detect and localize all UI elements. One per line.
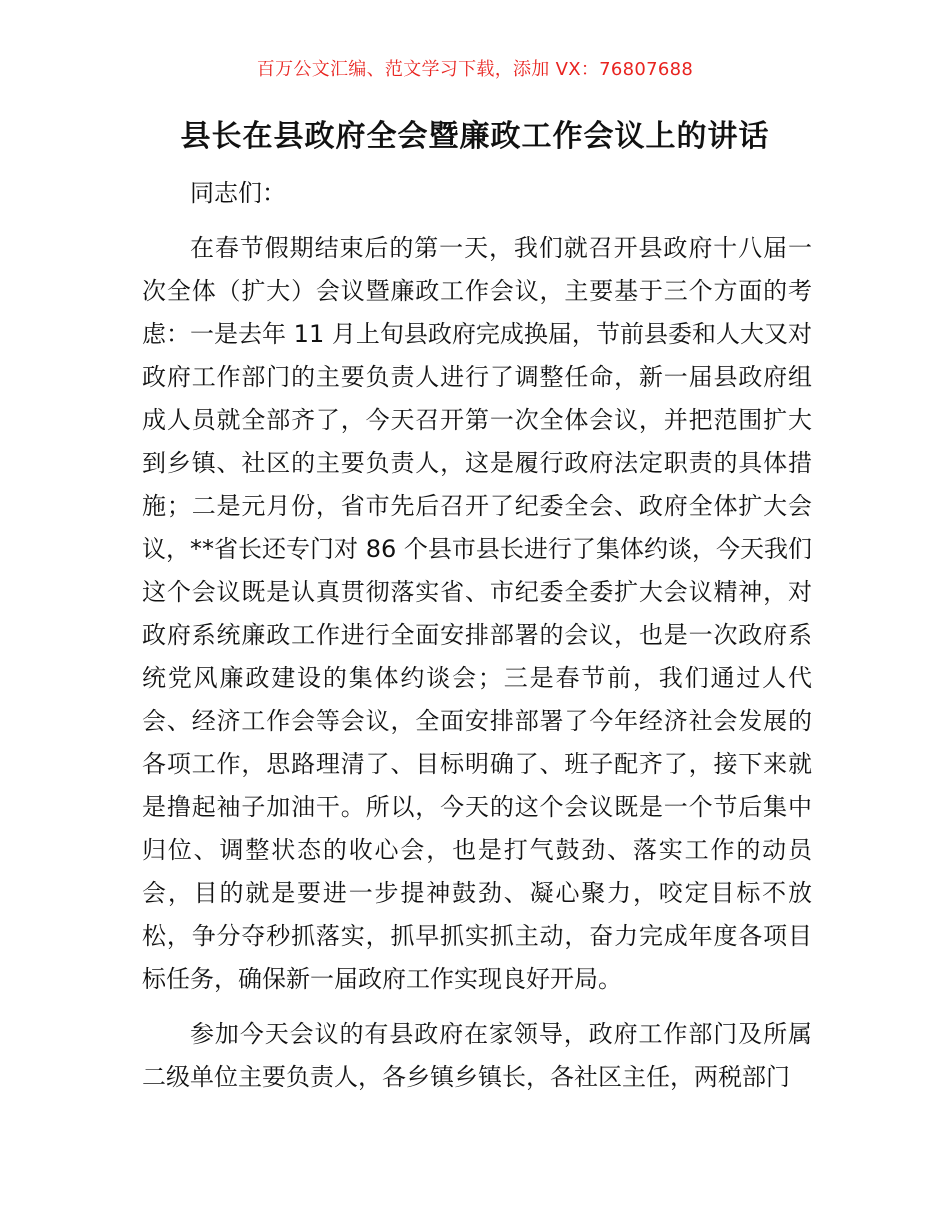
- paragraph-1: 在春节假期结束后的第一天，我们就召开县政府十八届一次全体（扩大）会议暨廉政工作会议，主要基于三个方面的考虑：一是去年 11 月上旬县政府完成换届，节前县委和人大又对政府工作部门的主要负责人进行了调整任命，新一届县政府组成人员就全部齐了，今天召开第一次全体会议，并把范围扩大到乡镇、社区的主要负责人，这是履行政府法定职责的具体措施；二是元月份，省市先后召开了纪委全会、政府全体扩大会议，**省长还专门对 86 个县市县长进行了集体约谈，今天我们这个会议既是认真贯彻落实省、市纪委全委扩大会议精神，对政府系统廉政工作进行全面安排部署的会议，也是一次政府系统党风廉政建设的集体约谈会；三是春节前，我们通过人代会、经济工作会等会议，全面安排部署了今年经济社会发展的各项工作，思路理清了、目标明确了、班子配齐了，接下来就是撸起袖子加油干。所以，今天的这个会议既是一个节后集中归位、调整状态的收心会，也是打气鼓劲、落实工作的动员会，目的就是要进一步提神鼓劲、凝心聚力，咬定目标不放松，争分夺秒抓落实，抓早抓实抓主动，奋力完成年度各项目标任务，确保新一届政府工作实现良好开局。: [142, 234, 812, 993]
- paragraph-2: 参加今天会议的有县政府在家领导，政府工作部门及所属二级单位主要负责人，各乡镇乡镇长，各社区主任，两税部门: [142, 1020, 812, 1091]
- document-title: 县长在县政府全会暨廉政工作会议上的讲话: [180, 119, 770, 154]
- watermark-banner: 百万公文汇编、范文学习下载，添加 VX：76807688: [256, 59, 694, 80]
- salutation: 同志们：: [190, 179, 286, 207]
- document-body: [142, 172, 812, 1111]
